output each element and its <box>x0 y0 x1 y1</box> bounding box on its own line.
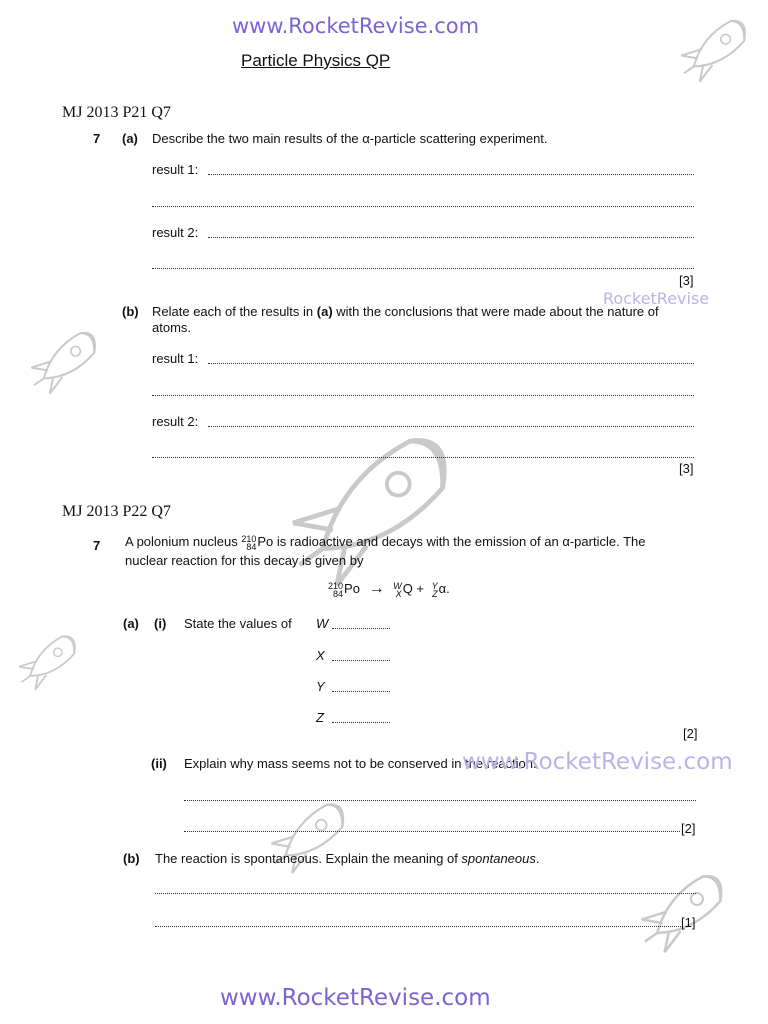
answer-label: result 2: <box>152 414 199 429</box>
answer-line[interactable] <box>208 237 694 238</box>
answer-line[interactable] <box>208 363 694 364</box>
answer-line[interactable] <box>152 457 694 458</box>
watermark-url: www.RocketRevise.com <box>462 749 733 775</box>
rocket-watermark-icon <box>260 790 370 880</box>
answer-line[interactable] <box>155 926 681 927</box>
answer-label: result 1: <box>152 162 199 177</box>
watermark-text: RocketRevise <box>603 289 710 308</box>
answer-line[interactable] <box>332 691 390 692</box>
answer-line[interactable] <box>208 426 694 427</box>
variable-z-label: Z <box>316 710 324 725</box>
answer-line[interactable] <box>152 268 694 269</box>
rocket-watermark-icon <box>20 320 120 400</box>
rocket-watermark-icon <box>630 860 750 960</box>
variable-w-label: W <box>316 616 329 631</box>
part-label: (a) <box>123 616 139 631</box>
variable-x-label: X <box>316 648 325 663</box>
answer-label: result 2: <box>152 225 199 240</box>
subpart-label: (i) <box>154 616 167 631</box>
part-label: (b) <box>123 851 140 866</box>
answer-line[interactable] <box>332 660 390 661</box>
marks: [1] <box>681 915 696 930</box>
rocket-watermark-icon <box>670 8 768 88</box>
question-number: 7 <box>93 131 101 146</box>
answer-label: result 1: <box>152 351 199 366</box>
question-text: Relate each of the results in (a) with the conclusions that were made about the nature of <box>152 304 659 319</box>
question-text: The reaction is spontaneous. Explain the meaning of spontaneous. <box>155 851 540 866</box>
footer-url[interactable]: www.RocketRevise.com <box>220 985 491 1011</box>
answer-line[interactable] <box>332 722 390 723</box>
rocket-watermark-icon <box>8 625 98 695</box>
answer-line[interactable] <box>155 893 696 894</box>
question-reference: MJ 2013 P21 Q7 <box>62 104 171 121</box>
answer-line[interactable] <box>184 800 696 801</box>
answer-line[interactable] <box>184 831 680 832</box>
question-text: State the values of <box>184 616 292 631</box>
question-text: Describe the two main results of the α-particle scattering experiment. <box>152 131 548 146</box>
part-label: (a) <box>122 131 138 146</box>
question-text-line2: nuclear reaction for this decay is given by <box>125 553 364 568</box>
answer-line[interactable] <box>152 395 694 396</box>
variable-y-label: Y <box>316 679 325 694</box>
answer-line[interactable] <box>152 206 694 207</box>
question-number: 7 <box>93 538 101 553</box>
question-text-line2: atoms. <box>152 320 192 335</box>
marks: [3] <box>679 461 694 476</box>
marks: [2] <box>681 821 696 836</box>
answer-line[interactable] <box>332 628 390 629</box>
nuclide-notation: 210 84 <box>241 533 257 552</box>
part-label: (b) <box>122 304 139 319</box>
question-text: A polonium nucleus 210 84Po is radioactive and decays with the emission of an α-particle. The <box>125 533 646 552</box>
subpart-label: (ii) <box>151 756 167 771</box>
question-reference: MJ 2013 P22 Q7 <box>62 503 171 520</box>
decay-equation: 210 84Po → W XQ + Y Zα. <box>328 580 450 599</box>
marks: [2] <box>683 726 698 741</box>
question-text: Explain why mass seems not to be conserved in the reaction. <box>184 756 537 771</box>
rocket-watermark-icon <box>270 410 500 600</box>
page-title: Particle Physics QP <box>241 51 391 70</box>
answer-line[interactable] <box>208 174 694 175</box>
header-url[interactable]: www.RocketRevise.com <box>232 14 480 38</box>
marks: [3] <box>679 273 694 288</box>
